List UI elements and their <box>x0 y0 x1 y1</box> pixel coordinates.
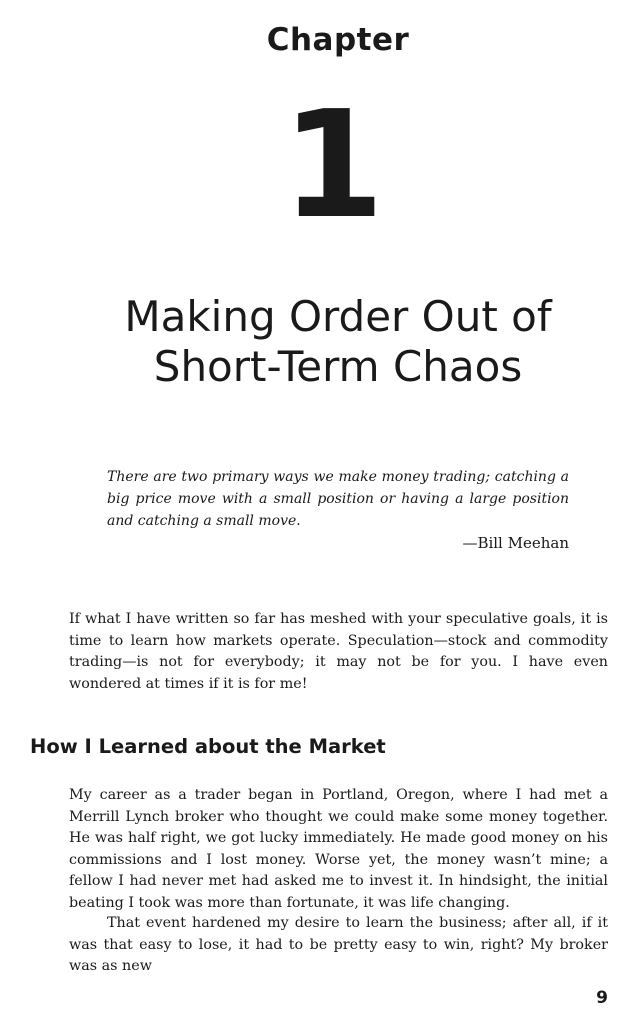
body-paragraph: My career as a trader began in Portland, Oregon, where I had met a Merrill Lynch broker who thought we could make some money together. He was half right, we got lucky immediately. He made good money on his commissions and I lost money. Worse yet, the money wasn’t mine; a fellow I had never met had asked me to invest it. In hindsight, the initial beating I took was more than fortunate, it was life changing. <box>69 787 608 911</box>
epigraph-attribution: —Bill Meehan <box>462 534 569 552</box>
intro-paragraph: If what I have written so far has meshed with your speculative goals, it is time to learn how markets operate. Speculation—stock and commodity trading—is not for everybody; it may not be for you. I have even wondered at times if it is for me! <box>69 611 608 692</box>
chapter-title <box>0 292 644 392</box>
epigraph <box>107 466 569 554</box>
chapter-title-line-1: Making Order Out of <box>124 292 552 341</box>
chapter-label: Chapter <box>266 22 410 58</box>
chapter-title-line-2: Short-Term Chaos <box>153 342 523 391</box>
chapter-number: 1 <box>281 79 385 251</box>
epigraph-quote: There are two primary ways we make money trading; catching a big price move with a small position or having a large position and catching a small move. <box>107 469 569 529</box>
body-paragraph: That event hardened my desire to learn the business; after all, if it was that easy to lose, it had to be pretty easy to win, right? My broker was as new <box>69 915 608 975</box>
page-number: 9 <box>596 988 608 1008</box>
section-heading: How I Learned about the Market <box>30 735 386 758</box>
